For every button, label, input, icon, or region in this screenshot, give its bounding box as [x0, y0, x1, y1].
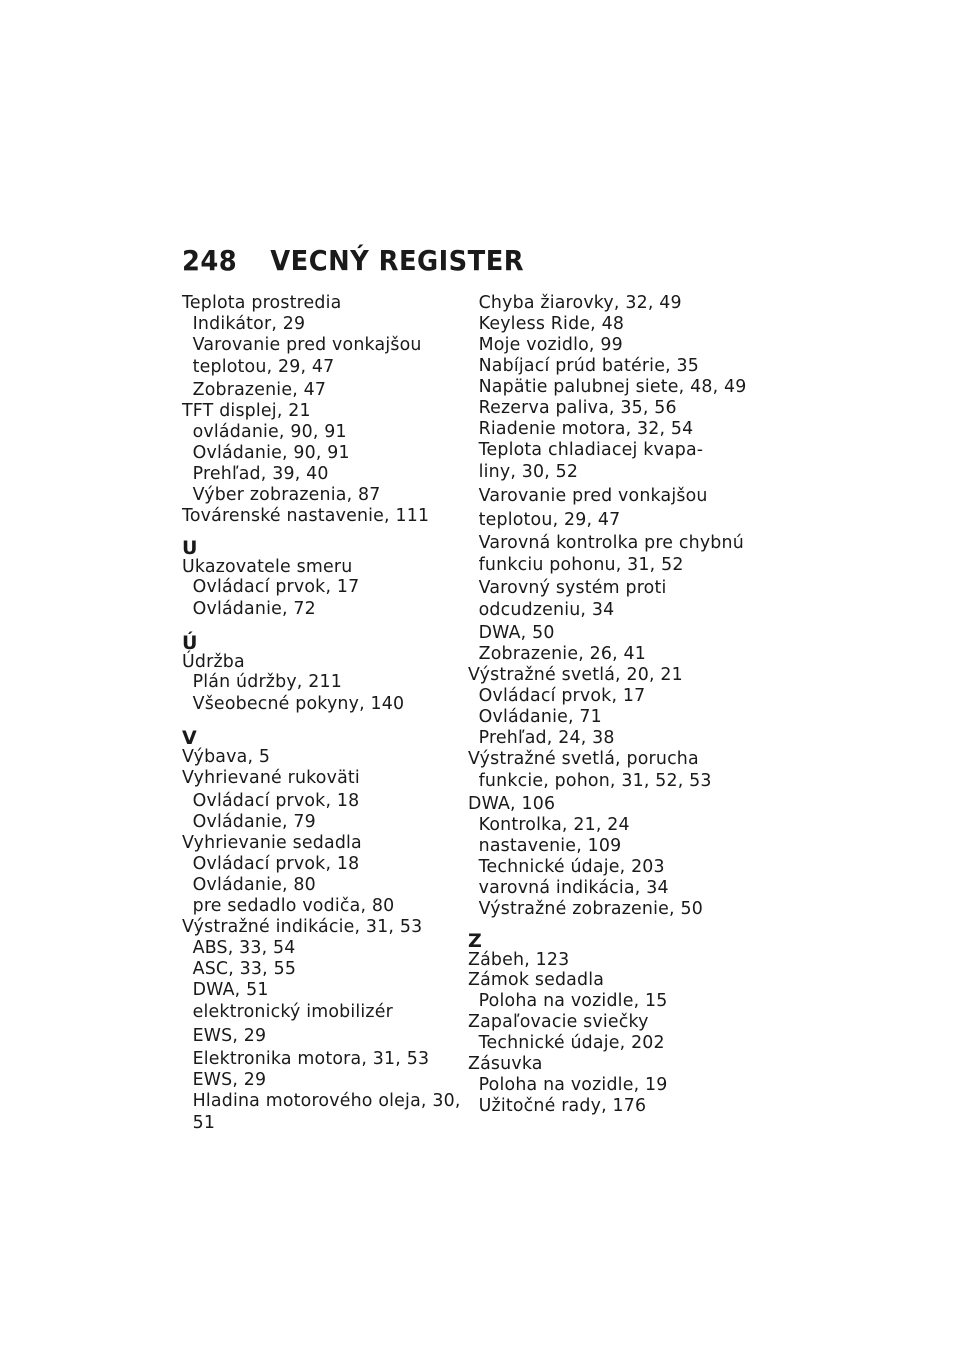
index-subentry: Ovládanie, 79 [192, 811, 316, 832]
index-subentry: Zobrazenie, 47 [192, 379, 327, 400]
index-subentry: Prehľad, 39, 40 [192, 463, 329, 484]
index-subentry: Varovanie pred vonkajšou [192, 334, 422, 355]
index-subentry: Hladina motorového oleja, 30, [192, 1090, 461, 1111]
index-subentry: Výber zobrazenia, 87 [192, 484, 381, 505]
index-entry: Ukazovatele smeru [182, 556, 353, 577]
index-subentry: teplotou, 29, 47 [192, 356, 335, 377]
index-subentry: Ovládanie, 90, 91 [192, 442, 350, 463]
index-entry: Údržba [182, 651, 245, 672]
index-subentry: Technické údaje, 202 [478, 1032, 665, 1053]
index-subentry: Ovládací prvok, 17 [478, 685, 646, 706]
index-subentry: Výstražné zobrazenie, 50 [478, 898, 703, 919]
index-subentry: Elektronika motora, 31, 53 [192, 1048, 430, 1069]
index-subentry: funkciu pohonu, 31, 52 [478, 554, 684, 575]
index-subentry: Varovanie pred vonkajšou [478, 485, 708, 506]
index-subentry: Teplota chladiacej kvapa- [478, 439, 704, 460]
index-entry: Vyhrievané rukoväti [182, 767, 360, 788]
index-entry: DWA, 106 [468, 793, 556, 814]
index-subentry: ABS, 33, 54 [192, 937, 296, 958]
index-entry: Teplota prostredia [182, 292, 342, 313]
index-subentry: Riadenie motora, 32, 54 [478, 418, 694, 439]
index-subentry: liny, 30, 52 [478, 461, 579, 482]
index-subentry: Užitočné rady, 176 [478, 1095, 647, 1116]
index-subentry: Ovládanie, 71 [478, 706, 602, 727]
index-subentry: Moje vozidlo, 99 [478, 334, 623, 355]
index-subentry: DWA, 50 [478, 622, 555, 643]
index-subentry: Indikátor, 29 [192, 313, 306, 334]
index-letter-heading: V [182, 727, 197, 749]
index-subentry: Nabíjací prúd batérie, 35 [478, 355, 699, 376]
index-subentry: Ovládací prvok, 18 [192, 790, 360, 811]
index-column-right [468, 292, 758, 1116]
index-entry: TFT displej, 21 [182, 400, 311, 421]
index-letter-heading: U [182, 537, 198, 559]
index-entry: Zámok sedadla [468, 969, 605, 990]
index-letter-heading: Ú [182, 632, 198, 654]
index-subentry: 51 [192, 1112, 216, 1133]
index-subentry: Ovládací prvok, 17 [192, 576, 360, 597]
index-subentry: Technické údaje, 203 [478, 856, 665, 877]
index-subentry: Kontrolka, 21, 24 [478, 814, 630, 835]
index-subentry: elektronický imobilizér [192, 1001, 393, 1022]
index-subentry: Poloha na vozidle, 19 [478, 1074, 668, 1095]
index-entry: Výstražné svetlá, 20, 21 [468, 664, 683, 685]
index-subentry: ovládanie, 90, 91 [192, 421, 347, 442]
index-entry: Výstražné indikácie, 31, 53 [182, 916, 423, 937]
index-subentry: Chyba žiarovky, 32, 49 [478, 292, 682, 313]
index-entry: Továrenské nastavenie, 111 [182, 505, 430, 526]
index-subentry: Napätie palubnej siete, 48, 49 [478, 376, 747, 397]
index-entry: Výstražné svetlá, porucha [468, 748, 699, 769]
index-subentry: Rezerva paliva, 35, 56 [478, 397, 677, 418]
index-subentry: Keyless Ride, 48 [478, 313, 625, 334]
index-subentry: Ovládanie, 72 [192, 598, 316, 619]
index-subentry: Plán údržby, 211 [192, 671, 342, 692]
index-subentry: varovná indikácia, 34 [478, 877, 669, 898]
index-subentry: Varovná kontrolka pre chybnú [478, 532, 744, 553]
index-entry: Vyhrievanie sedadla [182, 832, 362, 853]
index-entry: Výbava, 5 [182, 746, 271, 767]
index-column-left [182, 292, 472, 1135]
index-subentry: nastavenie, 109 [478, 835, 622, 856]
index-subentry: EWS, 29 [192, 1069, 267, 1090]
index-subentry: DWA, 51 [192, 979, 269, 1000]
index-subentry: Všeobecné pokyny, 140 [192, 693, 405, 714]
page-number: 248 [182, 244, 238, 277]
page-heading [182, 244, 524, 277]
index-subentry: Poloha na vozidle, 15 [478, 990, 668, 1011]
index-subentry: Prehľad, 24, 38 [478, 727, 615, 748]
index-subentry: Ovládací prvok, 18 [192, 853, 360, 874]
index-entry: Zásuvka [468, 1053, 543, 1074]
index-subentry: ASC, 33, 55 [192, 958, 297, 979]
index-entry: Zábeh, 123 [468, 949, 570, 970]
index-entry: Zapaľovacie sviečky [468, 1011, 649, 1032]
index-subentry: teplotou, 29, 47 [478, 509, 621, 530]
index-subentry: funkcie, pohon, 31, 52, 53 [478, 770, 712, 791]
index-subentry: EWS, 29 [192, 1025, 267, 1046]
index-subentry: Ovládanie, 80 [192, 874, 316, 895]
index-letter-heading: Z [468, 930, 482, 952]
page-title: VECNÝ REGISTER [270, 244, 525, 277]
index-subentry: Varovný systém proti [478, 577, 667, 598]
index-subentry: Zobrazenie, 26, 41 [478, 643, 647, 664]
index-subentry: pre sedadlo vodiča, 80 [192, 895, 395, 916]
index-subentry: odcudzeniu, 34 [478, 599, 615, 620]
